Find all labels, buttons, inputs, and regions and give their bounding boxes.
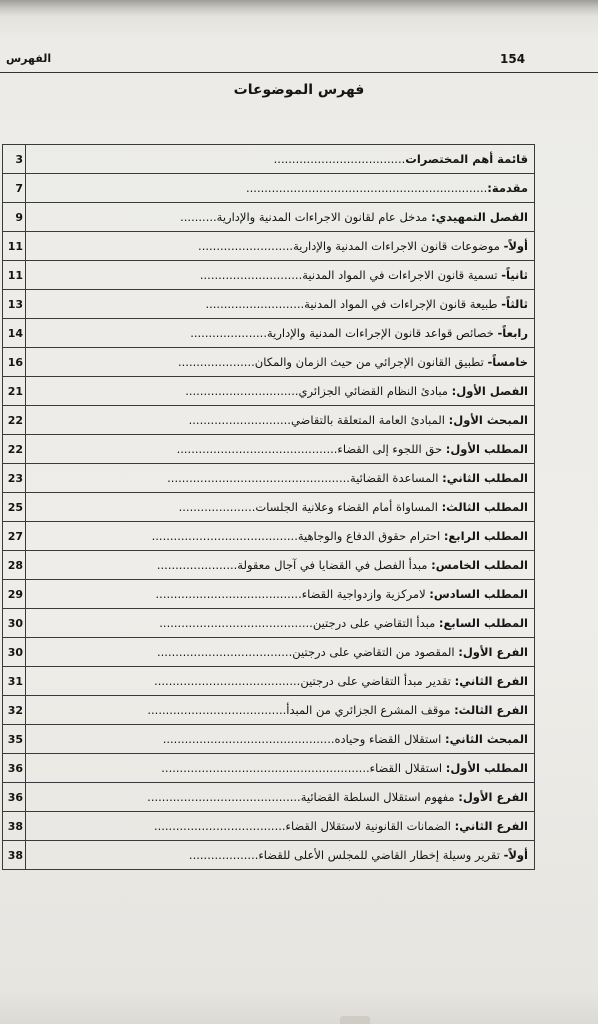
toc-entry-label: الفصل التمهيدي: [431, 210, 528, 224]
toc-entry-label: الفصل الأول: [451, 384, 528, 398]
toc-row [3, 783, 535, 812]
toc-page-number: 13 [3, 290, 26, 319]
table-of-contents [2, 144, 535, 870]
toc-leader-dots: ......................................................... [161, 761, 370, 775]
toc-entry-label: الفرع الثاني: [454, 674, 528, 688]
toc-entry [26, 435, 535, 464]
toc-entry-label: خامساً- [487, 355, 528, 369]
toc-entry [26, 145, 535, 174]
toc-row [3, 696, 535, 725]
toc-entry-text: طبيعة قانون الإجراءات في المواد المدنية [304, 297, 502, 311]
toc-row [3, 174, 535, 203]
toc-row [3, 319, 535, 348]
toc-row [3, 522, 535, 551]
toc-leader-dots: ..................... [190, 326, 267, 340]
toc-page-number: 21 [3, 377, 26, 406]
toc-entry-text: مبادئ النظام القضائي الجزائري [298, 384, 452, 398]
toc-page-number: 31 [3, 667, 26, 696]
toc-entry-text: خصائص قواعد قانون الإجراءات المدنية والإدارية [267, 326, 498, 340]
toc-leader-dots: ............................... [185, 384, 299, 398]
toc-entry-label: أولاً- [503, 239, 528, 253]
toc-entry-label: ثالثاً- [501, 297, 528, 311]
toc-row [3, 754, 535, 783]
toc-entry [26, 667, 535, 696]
toc-entry [26, 783, 535, 812]
toc-entry-label: مقدمة: [487, 181, 528, 195]
toc-page-number: 16 [3, 348, 26, 377]
binding-mark [340, 1016, 370, 1024]
toc-page-number: 28 [3, 551, 26, 580]
toc-entry [26, 203, 535, 232]
toc-row [3, 841, 535, 870]
toc-entry-text: احترام حقوق الدفاع والوجاهية [297, 529, 444, 543]
toc-leader-dots: ............................................... [162, 732, 335, 746]
toc-entry [26, 754, 535, 783]
toc-row [3, 493, 535, 522]
toc-entry-label: المطلب الأول: [445, 761, 528, 775]
toc-leader-dots: ............................ [188, 413, 291, 427]
toc-row [3, 261, 535, 290]
toc-row [3, 464, 535, 493]
toc-entry-text: تطبيق القانون الإجرائي من حيث الزمان والمكان [254, 355, 488, 369]
toc-entry-label: أولاً- [503, 848, 528, 862]
toc-entry-label: الفرع الثاني: [454, 819, 528, 833]
toc-entry-label: المطلب السادس: [429, 587, 528, 601]
toc-entry [26, 725, 535, 754]
toc-page-number: 38 [3, 812, 26, 841]
toc-row [3, 638, 535, 667]
toc-entry-text: الضمانات القانونية لاستقلال القضاء [285, 819, 455, 833]
toc-page-number: 35 [3, 725, 26, 754]
toc-entry-text: المبادئ العامة المتعلقة بالتقاضي [290, 413, 449, 427]
toc-page-number: 22 [3, 406, 26, 435]
toc-leader-dots: ...................... [156, 558, 238, 572]
toc-page-number: 23 [3, 464, 26, 493]
toc-page-number: 3 [3, 145, 26, 174]
toc-entry-text: المساعدة القضائية [349, 471, 443, 485]
toc-row [3, 348, 535, 377]
toc-entry-label: المطلب السابع: [438, 616, 528, 630]
toc-entry [26, 174, 535, 203]
toc-entry-label: المبحث الثاني: [445, 732, 528, 746]
toc-entry-label: ثانياً- [501, 268, 528, 282]
toc-page-number: 11 [3, 232, 26, 261]
toc-entry-label: المبحث الأول: [448, 413, 528, 427]
page-top-edge [0, 0, 598, 16]
toc-page-number: 25 [3, 493, 26, 522]
toc-entry-text: مبدأ التقاضي على درجتين [312, 616, 439, 630]
toc-leader-dots: ........................... [205, 297, 305, 311]
toc-entry-label: الفرع الثالث: [454, 703, 528, 717]
toc-page-number: 38 [3, 841, 26, 870]
toc-entry-label: رابعاً- [497, 326, 528, 340]
toc-entry [26, 232, 535, 261]
toc-leader-dots: .................................................................. [246, 181, 488, 195]
toc-row [3, 406, 535, 435]
toc-page-number: 9 [3, 203, 26, 232]
toc-page-number: 22 [3, 435, 26, 464]
toc-leader-dots: ...................................... [147, 703, 287, 717]
header-rule [0, 72, 598, 73]
toc-entry-text: حق اللجوء إلى القضاء [337, 442, 446, 456]
toc-entry-text: مبدأ الفصل في القضايا في آجال معقولة [237, 558, 432, 572]
toc-entry-label: المطلب الثاني: [442, 471, 528, 485]
toc-entry-text: لامركزية وازدواجية القضاء [301, 587, 430, 601]
toc-entry [26, 290, 535, 319]
toc-page-number: 27 [3, 522, 26, 551]
toc-row [3, 725, 535, 754]
toc-leader-dots: ............................................ [176, 442, 338, 456]
toc-entry-label: قائمة أهم المختصرات [405, 152, 528, 166]
toc-leader-dots: .......... [180, 210, 217, 224]
toc-leader-dots: .......................................... [159, 616, 313, 630]
toc-entry [26, 522, 535, 551]
toc-entry [26, 493, 535, 522]
toc-row [3, 812, 535, 841]
toc-leader-dots: .......................................... [147, 790, 301, 804]
toc-entry [26, 464, 535, 493]
toc-entry-text: المقصود من التقاضي على درجتين [292, 645, 459, 659]
header-section-title: الفهرس [6, 52, 52, 65]
toc-row [3, 377, 535, 406]
toc-entry-text: تقرير وسيلة إخطار القاضي للمجلس الأعلى للقضاء [258, 848, 504, 862]
toc-leader-dots: ........................................ [155, 587, 302, 601]
toc-leader-dots: .................................................. [167, 471, 350, 485]
page-title: فهرس الموضوعات [233, 82, 365, 98]
toc-entry [26, 609, 535, 638]
toc-row [3, 435, 535, 464]
toc-row [3, 203, 535, 232]
toc-entry [26, 377, 535, 406]
toc-entry-label: المطلب الثالث: [441, 500, 528, 514]
toc-entry-text: مفهوم استقلال السلطة القضائية [300, 790, 459, 804]
toc-leader-dots: ..................... [178, 500, 256, 514]
toc-page-number: 30 [3, 638, 26, 667]
toc-leader-dots: ..................................... [156, 645, 293, 659]
toc-entry-text: موقف المشرع الجزائري من المبدأ [286, 703, 455, 717]
toc-row [3, 609, 535, 638]
toc-entry [26, 638, 535, 667]
toc-leader-dots: ................... [188, 848, 259, 862]
toc-entry [26, 696, 535, 725]
toc-entry [26, 812, 535, 841]
toc-entry-label: المطلب الرابع: [443, 529, 528, 543]
toc-entry [26, 406, 535, 435]
toc-entry [26, 261, 535, 290]
toc-row [3, 232, 535, 261]
toc-page-number: 32 [3, 696, 26, 725]
toc-page-number: 11 [3, 261, 26, 290]
toc-entry [26, 580, 535, 609]
toc-row [3, 551, 535, 580]
toc-entry-label: الفرع الأول: [458, 790, 528, 804]
toc-page-number: 36 [3, 754, 26, 783]
toc-leader-dots: ..................... [177, 355, 255, 369]
toc-entry-label: الفرع الأول: [458, 645, 528, 659]
toc-page-number: 7 [3, 174, 26, 203]
toc-row [3, 145, 535, 174]
toc-entry [26, 348, 535, 377]
toc-row [3, 290, 535, 319]
toc-entry-text: تسمية قانون الاجراءات في المواد المدنية [302, 268, 502, 282]
toc-leader-dots: .................................... [153, 819, 286, 833]
toc-page-number: 14 [3, 319, 26, 348]
toc-leader-dots: .......................... [198, 239, 294, 253]
toc-leader-dots: ............................ [199, 268, 303, 282]
toc-entry-label: المطلب الأول: [445, 442, 528, 456]
toc-entry [26, 841, 535, 870]
toc-page-number: 29 [3, 580, 26, 609]
toc-entry-text: موضوعات قانون الاجراءات المدنية والإدارية [293, 239, 504, 253]
toc-entry-text: استقلال القضاء وحياده [334, 732, 446, 746]
toc-entry-text: مدخل عام لقانون الاجراءات المدنية والإدارية [216, 210, 432, 224]
toc-leader-dots: ........................................ [154, 674, 301, 688]
toc-row [3, 667, 535, 696]
toc-entry [26, 551, 535, 580]
page-number: 154 [500, 52, 526, 66]
page-bottom-edge [0, 990, 598, 1024]
toc-leader-dots: ........................................ [151, 529, 298, 543]
toc-entry [26, 319, 535, 348]
running-header [0, 48, 598, 78]
toc-page-number: 36 [3, 783, 26, 812]
toc-entry-text: استقلال القضاء [369, 761, 446, 775]
toc-entry-label: المطلب الخامس: [431, 558, 528, 572]
toc-page-number: 30 [3, 609, 26, 638]
toc-row [3, 580, 535, 609]
toc-leader-dots: .................................... [273, 152, 406, 166]
toc-entry-text: المساواة أمام القضاء وعلانية الجلسات [255, 500, 442, 514]
toc-entry-text: تقدير مبدأ التقاضي على درجتين [300, 674, 455, 688]
